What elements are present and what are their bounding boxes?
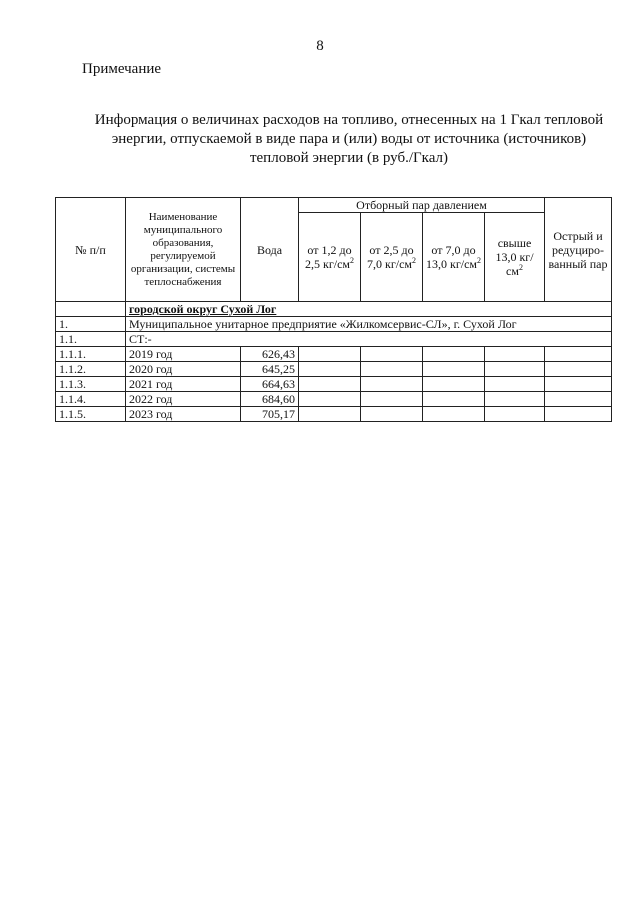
header-pressure-1-sup: 2 — [350, 256, 354, 265]
header-pressure-4 — [485, 213, 545, 302]
row-num: 1.1.3. — [56, 377, 126, 392]
empty-cell — [545, 377, 612, 392]
empty-cell — [485, 347, 545, 362]
empty-cell — [485, 392, 545, 407]
header-sharp-steam: Острый и редуциро-ванный пар — [545, 198, 612, 302]
row-water: 626,43 — [241, 347, 299, 362]
header-name: Наименование муниципального образования, регулируемой организации, системы теплоснабжения — [126, 198, 241, 302]
row-water: 664,63 — [241, 377, 299, 392]
empty-cell — [423, 392, 485, 407]
header-pressure-2 — [361, 213, 423, 302]
empty-cell — [361, 362, 423, 377]
row-year: 2020 год — [126, 362, 241, 377]
empty-cell — [423, 347, 485, 362]
table-row — [56, 347, 612, 362]
note-label: Примечание — [82, 61, 162, 77]
row-water: 645,25 — [241, 362, 299, 377]
region-num-cell — [56, 302, 126, 317]
table-row — [56, 392, 612, 407]
header-pressure-1-text: от 1,2 до 2,5 кг/см — [304, 243, 352, 271]
empty-cell — [545, 407, 612, 422]
region-name: городской округ Сухой Лог — [129, 302, 277, 316]
header-pressure-2-text: от 2,5 до 7,0 кг/см — [366, 243, 414, 271]
empty-cell — [361, 407, 423, 422]
empty-cell — [545, 347, 612, 362]
system-name: СТ:- — [126, 332, 612, 347]
empty-cell — [423, 377, 485, 392]
header-pressure-3-sup: 2 — [477, 256, 482, 265]
header-pressure-4-sup: 2 — [518, 263, 523, 272]
fuel-cost-table — [55, 197, 612, 422]
empty-cell — [299, 392, 361, 407]
row-num: 1.1.2. — [56, 362, 126, 377]
row-num: 1.1.1. — [56, 347, 126, 362]
system-num: 1.1. — [56, 332, 126, 347]
page-number: 8 — [316, 38, 324, 54]
empty-cell — [485, 362, 545, 377]
header-num: № п/п — [56, 198, 126, 302]
row-water: 705,17 — [241, 407, 299, 422]
header-pressure-2-sup: 2 — [412, 256, 416, 265]
header-pressure-1 — [299, 213, 361, 302]
header-water: Вода — [241, 198, 299, 302]
row-num: 1.1.4. — [56, 392, 126, 407]
header-pressure-4-text: свыше 13,0 кг/см — [495, 236, 534, 278]
empty-cell — [299, 347, 361, 362]
empty-cell — [361, 347, 423, 362]
row-year: 2021 год — [126, 377, 241, 392]
empty-cell — [423, 362, 485, 377]
header-steam-group: Отборный пар давлением — [299, 198, 545, 213]
row-year: 2022 год — [126, 392, 241, 407]
row-year: 2019 год — [126, 347, 241, 362]
empty-cell — [299, 362, 361, 377]
empty-cell — [361, 392, 423, 407]
table-row — [56, 362, 612, 377]
table-row — [56, 377, 612, 392]
empty-cell — [423, 407, 485, 422]
empty-cell — [361, 377, 423, 392]
header-pressure-3-text: от 7,0 до 13,0 кг/см — [426, 243, 478, 271]
empty-cell — [299, 377, 361, 392]
empty-cell — [545, 362, 612, 377]
header-pressure-3 — [423, 213, 485, 302]
region-cell — [126, 302, 612, 317]
org-name: Муниципальное унитарное предприятие «Жилкомсервис-СЛ», г. Сухой Лог — [126, 317, 612, 332]
empty-cell — [299, 407, 361, 422]
empty-cell — [485, 377, 545, 392]
row-water: 684,60 — [241, 392, 299, 407]
table-row — [56, 407, 612, 422]
org-num: 1. — [56, 317, 126, 332]
row-year: 2023 год — [126, 407, 241, 422]
row-num: 1.1.5. — [56, 407, 126, 422]
empty-cell — [485, 407, 545, 422]
empty-cell — [545, 392, 612, 407]
document-heading: Информация о величинах расходов на топливо, отнесенных на 1 Гкал тепловой энергии, отпускаемой в виде пара и (или) воды от источника (источников) тепловой энергии (в руб./Гкал) — [94, 112, 604, 166]
